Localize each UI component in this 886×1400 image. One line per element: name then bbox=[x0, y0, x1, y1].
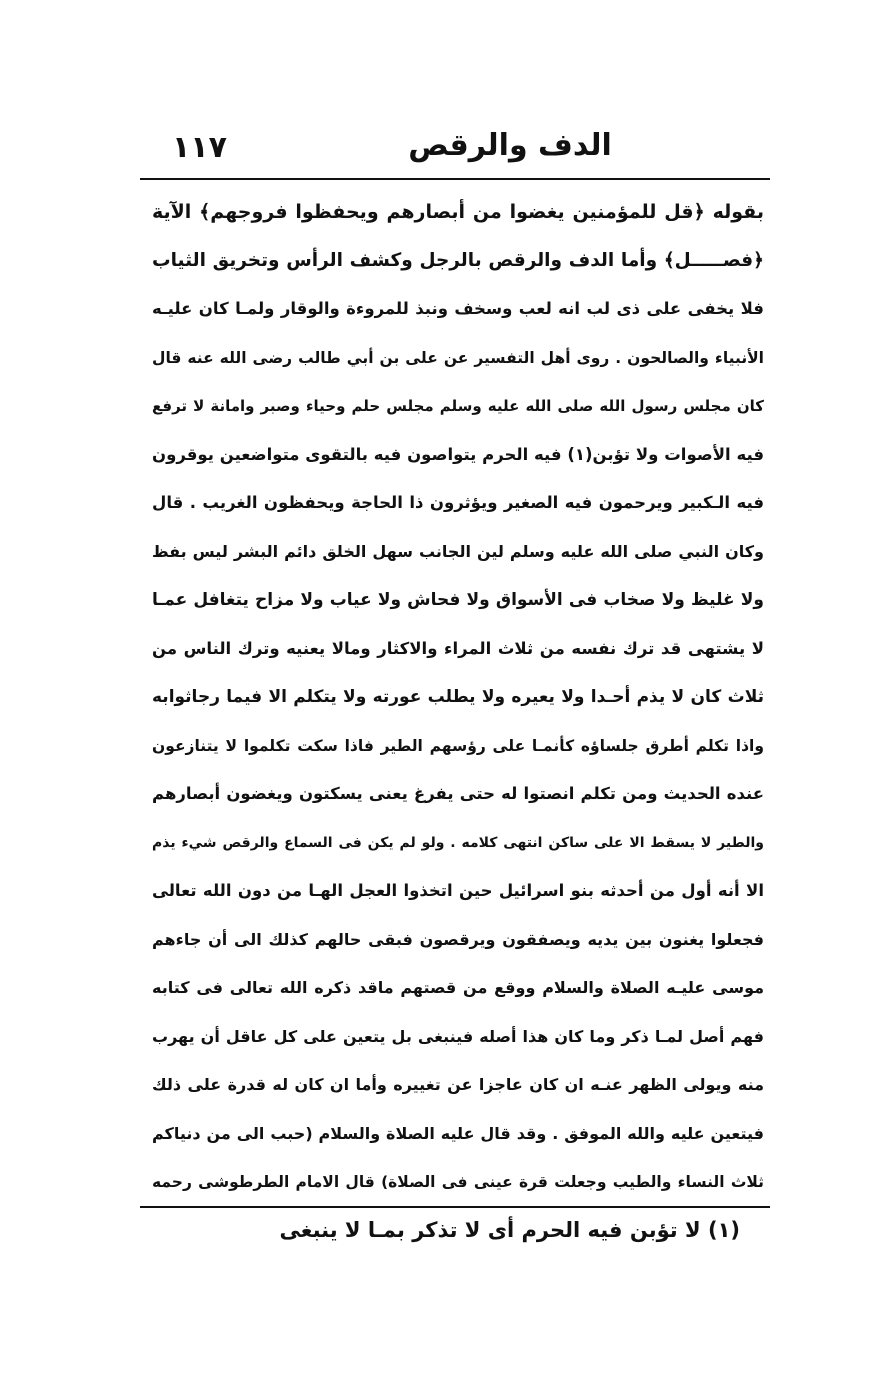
text-line: ﴿فصـــــل﴾ وأما الدف والرقص بالرجل وكشف الرأس وتخريق الثياب bbox=[152, 249, 764, 271]
text-line: منه ويولى الظهر عنـه ان كان عاجزا عن تغييره وأما ان كان له قدرة على ذلك bbox=[152, 1075, 764, 1094]
footnote bbox=[279, 1218, 740, 1242]
text-line: الأنبياء والصالحون . روى أهل التفسير عن على بن أبي طالب رضى الله عنه قال bbox=[152, 348, 764, 367]
text-line: الا أنه أول من أحدثه بنو اسرائيل حين اتخذوا العجل الهـا من دون الله تعالى bbox=[152, 881, 764, 900]
text-line: والطير لا يسقط الا على ساكن انتهى كلامه . ولو لم يكن فى السماع والرقص شيء يذم bbox=[152, 834, 764, 851]
text-line: فهم أصل لمـا ذكر وما كان هذا أصله فينبغى بل يتعين على كل عاقل أن يهرب bbox=[152, 1026, 764, 1046]
footnote-rule bbox=[140, 1206, 770, 1208]
running-title: الدف والرقص bbox=[408, 128, 612, 163]
text-line: فلا يخفى على ذى لب انه لعب وسخف ونبذ للمروءة والوقار ولمـا كان عليـه bbox=[152, 299, 764, 318]
text-line: عنده الحديث ومن تكلم انصتوا له حتى يفرغ يعنى يسكتون ويغضون أبصارهم bbox=[152, 784, 764, 803]
text-line: ثلاث النساء والطيب وجعلت قرة عينى فى الصلاة) قال الامام الطرطوشى رحمه bbox=[152, 1173, 764, 1191]
text-line: كان مجلس رسول الله صلى الله عليه وسلم مجلس حلم وحياء وصبر وامانة لا ترفع bbox=[152, 397, 764, 415]
text-line: ولا غليظ ولا صخاب فى الأسواق ولا فحاش ولا عياب ولا مزاح يتغافل عمـا bbox=[152, 590, 764, 610]
text-line: وكان النبي صلى الله عليه وسلم لين الجانب سهل الخلق دائم البشر ليس بفظ bbox=[152, 541, 764, 561]
header-rule bbox=[140, 178, 770, 180]
text-line: واذا تكلم أطرق جلساؤه كأنمـا على رؤسهم الطير فاذا سكت تكلموا لا يتنازعون bbox=[152, 736, 764, 755]
page-number: ١١٧ bbox=[172, 130, 227, 165]
text-line: فيه الأصوات ولا تؤبن(١) فيه الحرم يتواصون فيه بالتقوى متواضعين يوقرون bbox=[152, 444, 764, 464]
text-line: بقوله ﴿قل للمؤمنين يغضوا من أبصارهم ويحفظوا فروجهم﴾ الآية bbox=[152, 201, 764, 223]
text-line: ثلاث كان لا يذم أحـدا ولا يعيره ولا يطلب عورته ولا يتكلم الا فيما رجاثوابه bbox=[152, 687, 764, 707]
text-line: لا يشتهى قد ترك نفسه من ثلاث المراء والاكثار ومالا يعنيه وترك الناس من bbox=[152, 638, 764, 658]
page-header bbox=[140, 128, 770, 172]
text-line: موسى عليـه الصلاة والسلام ووقع من قصتهم ماقد ذكره الله تعالى فى كتابه bbox=[152, 978, 764, 997]
text-line: فيه الـكبير ويرحمون فيه الصغير ويؤثرون ذا الحاجة ويحفظون الغريب . قال bbox=[152, 493, 764, 512]
main-text bbox=[152, 188, 764, 1207]
text-line: فجعلوا يغنون بين يديه ويصفقون ويرقصون فبقى حالهم كذلك الى أن جاءهم bbox=[152, 929, 764, 949]
footnote-marker: (١) bbox=[707, 1218, 740, 1242]
text-line: فيتعين عليه والله الموفق . وقد قال عليه الصلاة والسلام (حبب الى من دنياكم bbox=[152, 1123, 764, 1143]
footnote-text: لا تؤبن فيه الحرم أى لا تذكر بمـا لا ينبغى bbox=[279, 1218, 701, 1242]
